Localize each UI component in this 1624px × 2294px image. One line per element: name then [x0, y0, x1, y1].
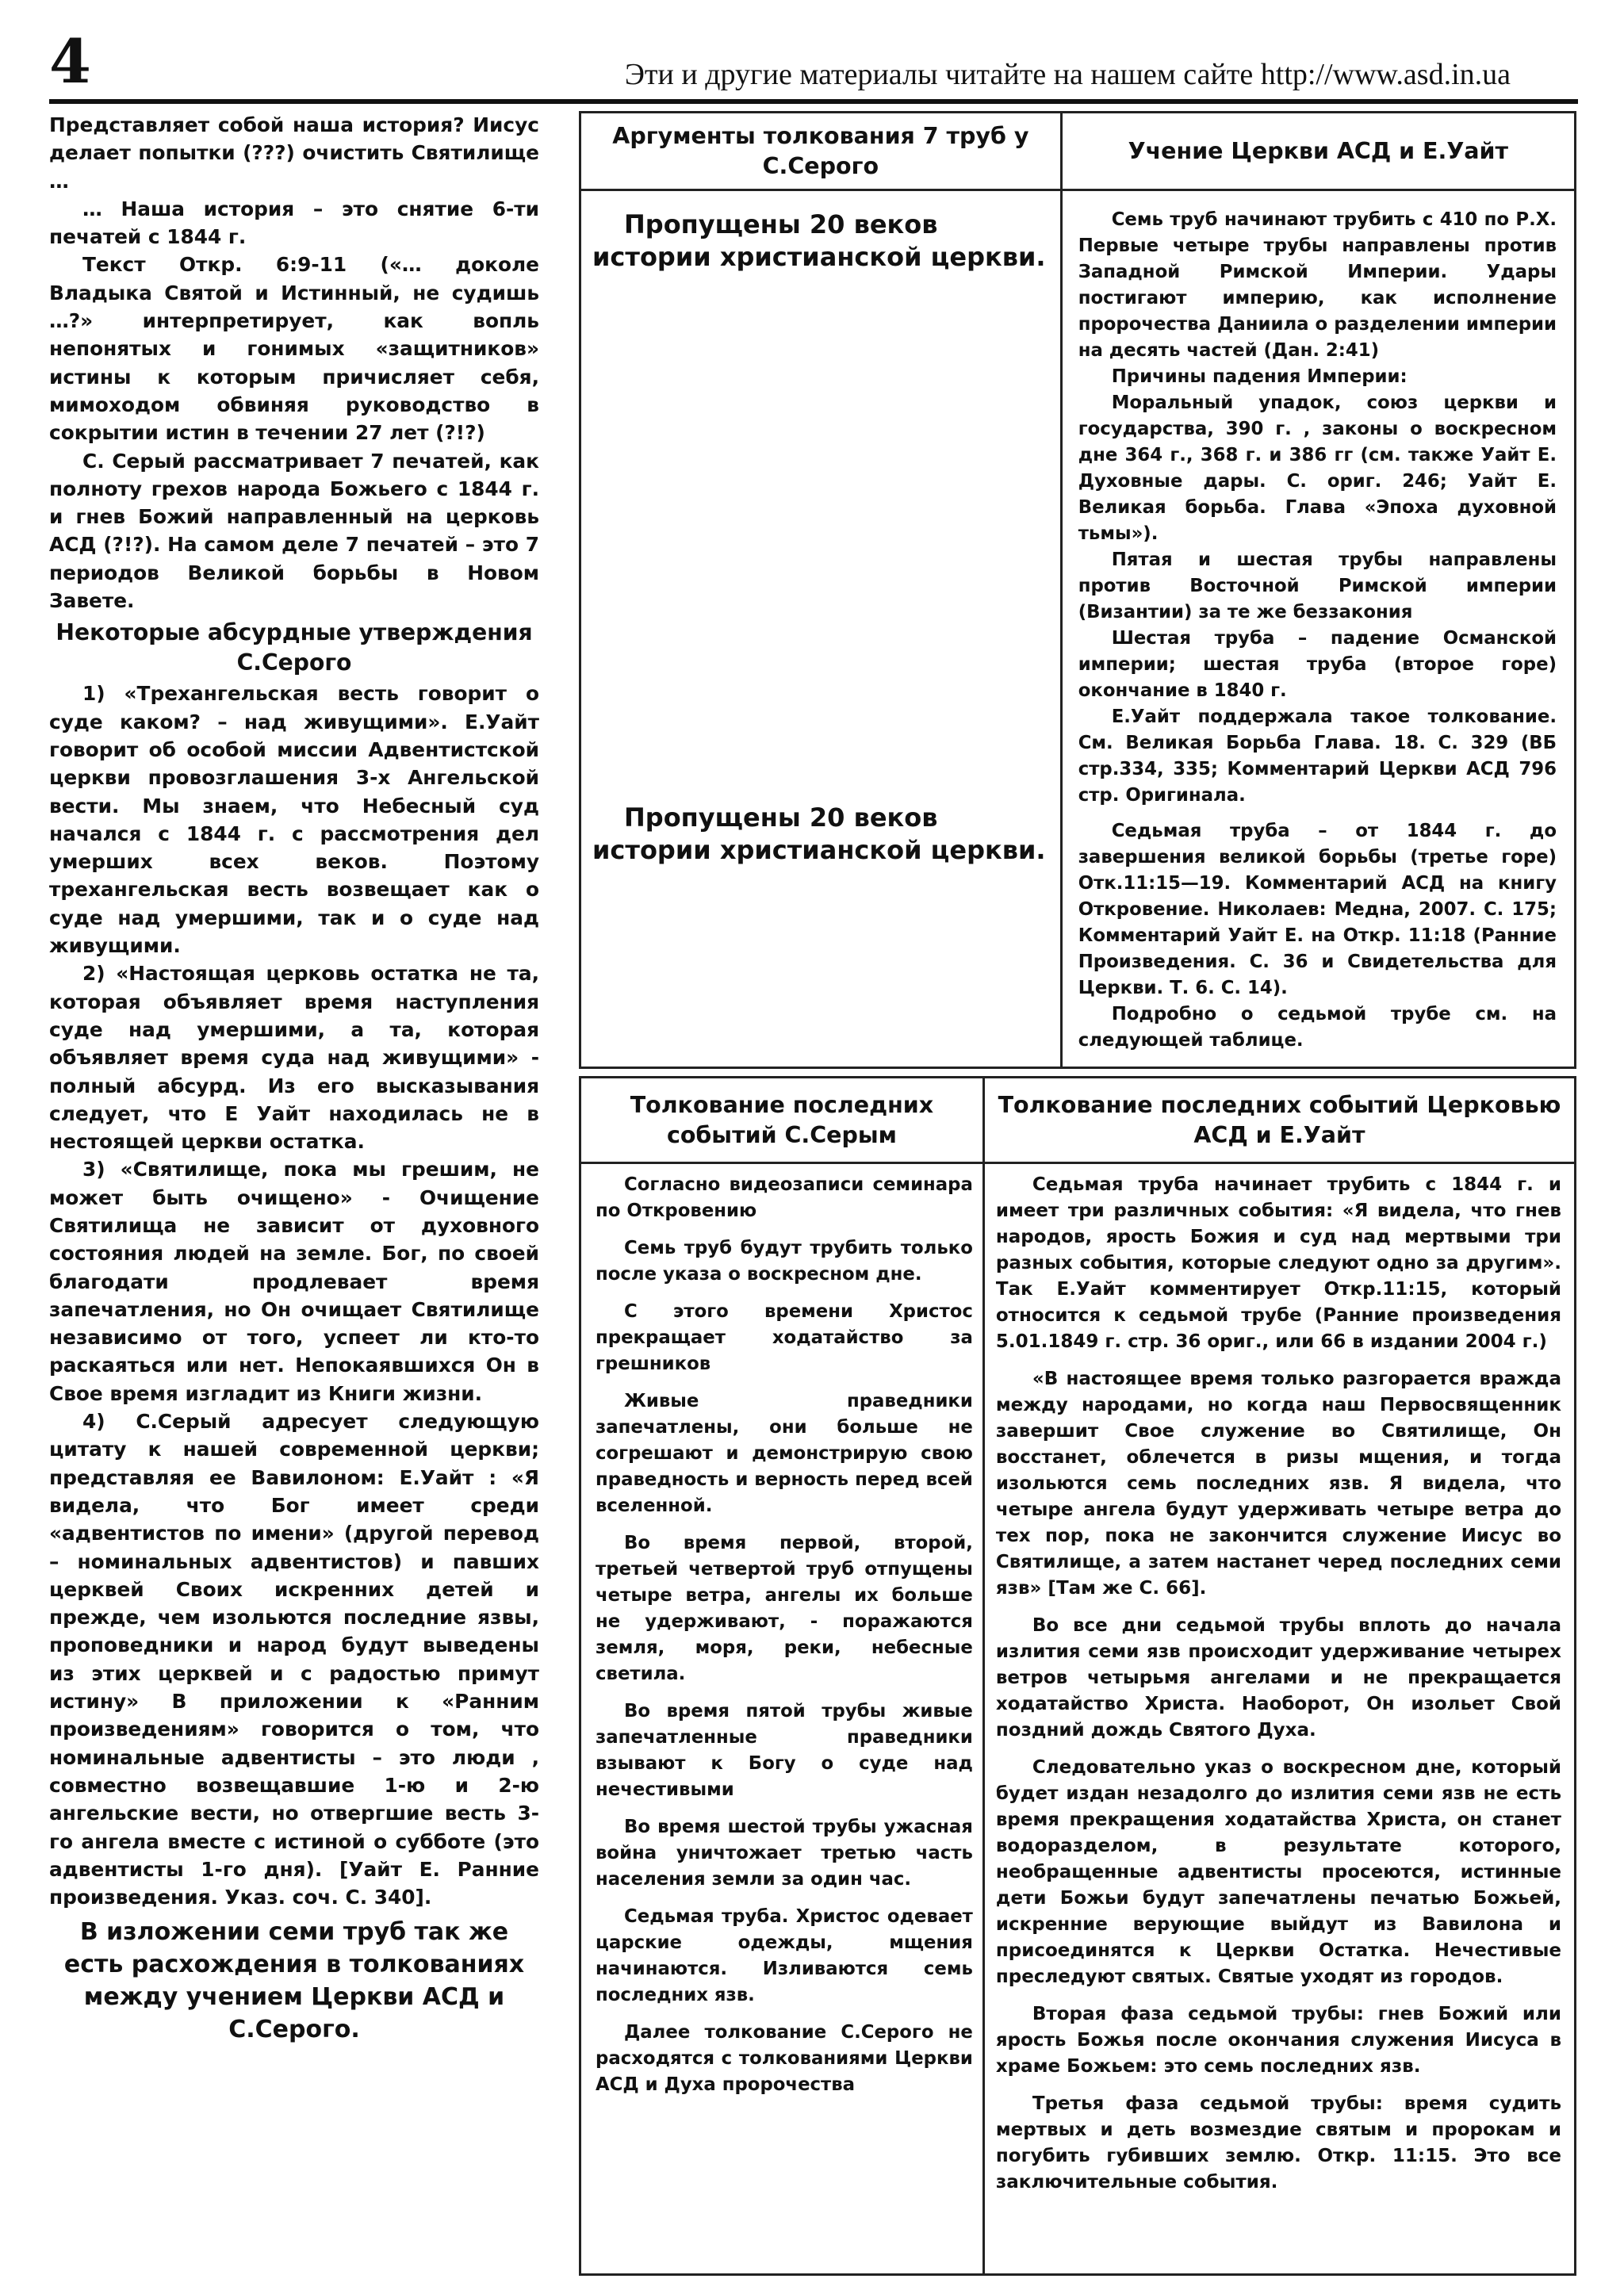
- serov-point: Живые праведники запечатлены, они больше не согрешают и демонстрирую свою праведность и верность перед всей вселенной.: [596, 1391, 973, 1516]
- adventist-point: Седьмая труба начинает трубить с 1844 г. и имеет три различных события: «Я видела, что гнев народов, ярость Божия и суд над мертвыми три разных события, которые следуют одно за другим». Так Е.Уайт комментирует Откр.11:15, который относится к седьмой трубе (Ранние произведения 5.01.1849 г. стр. 36 ориг., или 66 в издании 2004 г.): [995, 1174, 1561, 1352]
- page-number: 4: [49, 26, 91, 97]
- serov-point: Во время первой, второй, третьей четвертой труб отпущены четыре ветра, ангелы их больше не удерживают, - поражаются земля, моря, реки, небесные светила.: [596, 1533, 973, 1684]
- adventist-paragraph: Седьмая труба – от 1844 г. до завершения великой борьбы (третье горе) Отк.11:15—19. Комментарий АСД на книгу Откровение. Николаев: Медна, 2007. С. 175; Комментарий Уайт Е. на Откр. 11:18 (Ранние Произведения. С. 36 и Свидетельства для Церкви. Т. 6. С. 14).: [1078, 821, 1557, 998]
- adventist-point: Во все дни седьмой трубы вплоть до начала излития семи язв происходит удерживание четырех ветров четырьмя ангелами и не прекращается ходатайство Христа. Наоборот, Он изольет Свой поздний дождь Святого Духа.: [995, 1615, 1561, 1741]
- adventist-paragraph: Семь труб начинают трубить с 410 по Р.Х. Первые четыре трубы направлены против Западной Римской Империи. Удары постигают империю, как исполнение пророчества Даниила о разделении империи на десять частей (Дан. 2:41): [1078, 209, 1557, 361]
- table2-header-right: Толкование последних событий Церковью АСД и Е.Уайт: [983, 1078, 1575, 1163]
- adventist-paragraph: Пятая и шестая трубы направлены против Восточной Римской империи (Византии) за те же беззакония: [1078, 550, 1557, 622]
- adventist-point: Вторая фаза седьмой трубы: гнев Божий или ярость Божья после окончания служения Иисуса в храме Божьем: это семь последних язв.: [995, 2004, 1561, 2077]
- table2-left-cell: [580, 1163, 984, 2275]
- adventist-paragraph: Е.Уайт поддержала такое толкование. См. Великая Борьба Глава. 18. С. 329 (ВБ стр.334, 335; Комментарий Церкви АСД 796 стр. Оригинала.: [1078, 707, 1557, 806]
- serov-point: Седьмая труба. Христос одевает царские одежды, мщения начинаются. Изливаются семь последних язв.: [596, 1906, 973, 2005]
- serov-point: Далее толкование С.Серого не расходятся с толкованиями Церкви АСД и Духа пророчества: [596, 2022, 973, 2095]
- serov-point: Во время шестой трубы ужасная война уничтожает третью часть населения земли за один час.: [596, 1817, 973, 1890]
- intro-paragraph: С. Серый рассматривает 7 печатей, как полноту грехов народа Божьего с 1844 г. и гнев Божий направленный на церковь АСД (?!?). На самом деле 7 печатей – это 7 периодов Великой борьбы в Новом Завете.: [49, 449, 539, 613]
- serov-point: Согласно видеозаписи семинара по Откровению: [596, 1174, 973, 1221]
- table2-header-left: Толкование последних событий С.Серым: [580, 1078, 984, 1163]
- intro-paragraph: Представляет собой наша история? Иисус делает попытки (???) очистить Святилище …: [49, 113, 539, 193]
- intro-paragraph: Текст Откр. 6:9-11 («… доколе Владыка Святой и Истинный, не судишь …?» интерпретирует, как вопль непонятых и гонимых «защитников» истины к которым причисляет себя, мимоходом обвиняя руководство в сокрытии истин в течении 27 лет (?!?): [49, 253, 539, 445]
- trumpets-comparison-table: [579, 111, 1576, 1069]
- numbered-point: 4) С.Серый адресует следующую цитату к нашей современной церкви; представляя ее Вавилоном: Е.Уайт : «Я видела, что Бог имеет среди «адвентистов по имени» (другой перевод – номинальных адвентистов) и павших церквей Своих искренних детей и прежде, чем изольются последние язвы, проповедники и народ будут выведены из этих церквей и с радостью примут истину» В приложении к «Ранним произведениям» говорится о том, что номинальные адвентисты – это люди , совместно возвещавшие 1-ю и 2-ю ангельские вести, но отвергшие весть 3-го ангела вместе с истиной о субботе (это адвентисты 1-го дня). [Уайт Е. Ранние произведения. Указ. соч. С. 340].: [49, 1410, 539, 1909]
- table1-header-right: Учение Церкви АСД и Е.Уайт: [1061, 113, 1575, 190]
- last-events-comparison-table: [579, 1076, 1576, 2276]
- intro-paragraph: … Наша история – это снятие 6-ти печатей с 1844 г.: [49, 197, 539, 249]
- serov-point: Семь труб будут трубить только после указа о воскресном дне.: [596, 1238, 973, 1285]
- missing-centuries-note: Пропущены 20 веков истории христианской церкви.: [592, 209, 1046, 272]
- adventist-paragraph: Причины падения Империи:: [1111, 366, 1408, 387]
- table2-right-cell: [983, 1163, 1575, 2275]
- left-column: [49, 111, 539, 2268]
- section-subheading: Некоторые абсурдные утверждения С.Серого: [56, 619, 533, 676]
- table1-header-left: Аргументы толкования 7 труб у С.Серого: [580, 113, 1062, 190]
- adventist-point: Третья фаза седьмой трубы: время судить мертвых и деть возмездие святым и пророкам и погубить губивших землю. Откр. 11:15. Это все заключительные события.: [995, 2093, 1561, 2193]
- missing-centuries-note: Пропущены 20 веков истории христианской церкви.: [592, 802, 1046, 865]
- serov-point: С этого времени Христос прекращает ходатайство за грешников: [596, 1301, 973, 1374]
- numbered-point: 2) «Настоящая церковь остатка не та, которая объявляет время наступления суде над умершими, а та, которая объявляет время суда над живущими» - полный абсурд. Из его высказывания следует, что Е Уайт находилась не в нестоящей церкви остатка.: [49, 962, 539, 1154]
- adventist-point: Следовательно указ о воскресном дне, который будет издан незадолго до излития семи язв не есть время прекращения ходатайства Христа, он станет водоразделом, в результате которого, необращенные адвентисты просеются, истинные дети Божьи будут запечатлены печатью Божьей, искренние верующие выйдут из Вавилона и присоединятся к Церкви Остатка. Нечестивые преследуют святых. Святые уходят из городов.: [995, 1757, 1561, 1987]
- page-header: [49, 26, 1578, 104]
- numbered-point: 3) «Святилище, пока мы грешим, не может быть очищено» - Очищение Святилища не зависит от духовного состояния людей на земле. Бог, по своей благодати продлевает время запечатления, но Он очищает Святилище независимо от того, успеет ли кто-то раскаяться или нет. Непокаявшихся Он в Свое время изгладит из Книги жизни.: [49, 1158, 539, 1405]
- table1-left-cell: [580, 190, 1062, 1068]
- numbered-point: 1) «Трехангельская весть говорит о суде каком? – над живущими». Е.Уайт говорит об особой миссии Адвентистской церкви провозглашения 3-х Ангельской вести. Мы знаем, что Небесный суд начался с 1844 г. с рассмотрения дел умерших всех веков. Поэтому трехангельская весть возвещает как о суде над умершими, так и о суде над живущими.: [49, 682, 539, 958]
- serov-point: Во время пятой трубы живые запечатленные праведники взывают к Богу о суде над нечестивыми: [596, 1701, 973, 1800]
- adventist-paragraph: Моральный упадок, союз церкви и государства, 390 г. , законы о воскресном дне 364 г., 368 г. и 386 гг (см. также Уайт Е. Духовные дары. С. ориг. 246; Уайт Е. Великая борьба. Глава «Эпоха духовной тьмы»).: [1078, 393, 1557, 544]
- adventist-paragraph: Подробно о седьмой трубе см. на следующей таблице.: [1078, 1004, 1557, 1051]
- table1-right-cell: [1061, 190, 1575, 1068]
- site-banner: Эти и другие материалы читайте на нашем сайте http://www.asd.in.ua: [624, 58, 1511, 91]
- closing-statement: В изложении семи труб так же есть расхождения в толкованиях между учением Церкви АСД и С.Серого.: [63, 1918, 525, 2044]
- adventist-point: «В настоящее время только разгорается вражда между народами, но когда наш Первосвященник завершит Свое служение во Святилище, Он восстанет, облечется в ризы мщения, и тогда изольются семь последних язв. Я видела, что четыре ангела будут удерживать четыре ветра до тех пор, пока не закончится служение Иисус во Святилище, а затем настанет черед последних семи язв» [Там же С. 66].: [995, 1369, 1561, 1599]
- adventist-paragraph: Шестая труба – падение Османской империи; шестая труба (второе горе) окончание в 1840 г.: [1078, 628, 1557, 701]
